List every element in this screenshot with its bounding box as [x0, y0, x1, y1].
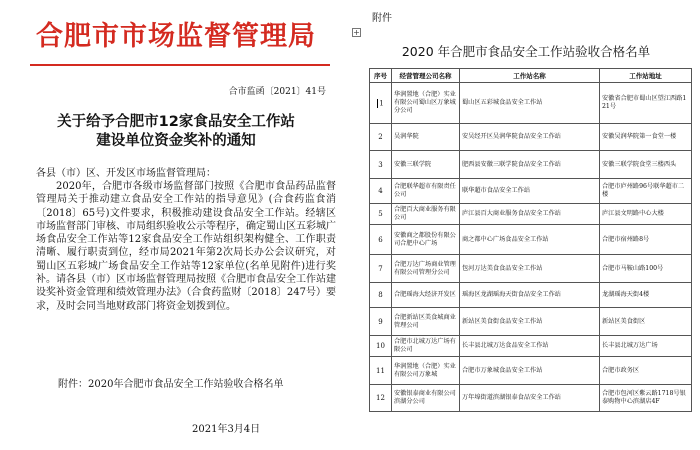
doc-date: 2021年3月4日 — [192, 424, 261, 435]
company-cell: 安徽银泰商业有限公司滨湖分公司 — [392, 385, 460, 412]
table-row — [370, 357, 692, 385]
doc-number: 合市监函〔2021〕41号 — [228, 87, 326, 97]
company-cell: 安徽三联学院 — [392, 151, 460, 179]
address-cell: 安徽吴润华院第一食堂一楼 — [600, 124, 692, 151]
address-cell: 新站区美食街区 — [600, 308, 692, 336]
station-cell: 万年埠街道滨湖银泰食品安全工作站 — [460, 385, 600, 412]
row-number-cell: 10 — [370, 336, 392, 357]
table-row — [370, 151, 692, 179]
table-row — [370, 283, 692, 308]
table-row — [370, 83, 692, 124]
company-cell: 合肥新站区美食城商业管理公司 — [392, 308, 460, 336]
row-number-cell: 7 — [370, 255, 392, 283]
station-cell: 长丰县北城万达食品安全工作站 — [460, 336, 600, 357]
table-row — [370, 255, 692, 283]
address-cell: 长丰县北城万达广场 — [600, 336, 692, 357]
org-header: 合肥市市场监督管理局 — [36, 21, 316, 52]
station-cell: 肥西县安徽三联学院食品安全工作站 — [460, 151, 600, 179]
row-number-cell: 3 — [370, 151, 392, 179]
row-number-cell: 11 — [370, 357, 392, 385]
station-cell: 包河万达美食食品安全工作站 — [460, 255, 600, 283]
station-cell: 合肥市万象城食品安全工作站 — [460, 357, 600, 385]
red-divider — [30, 64, 330, 66]
column-header: 工作站名称 — [460, 69, 600, 83]
column-header: 工作站地址 — [600, 69, 692, 83]
table-row — [370, 225, 692, 255]
station-cell: 商之都中心广场食品安全工作站 — [460, 225, 600, 255]
row-number-cell: 8 — [370, 283, 392, 308]
address-cell: 庐江县文明路中心大楼 — [600, 204, 692, 225]
body-paragraph: 2020年，合肥市各级市场监督部门按照《合肥市食品药品监督管理局关于推动建立食品安全工作站的指导意见》(合食药监食消〔2018〕65号)文件要求，积极推动建设食品安全工作站。经辖区市场监督部门审核、市局组织验收公示等程序，确定蜀山区五彩城广场食品安全工作站等12家食品安全工作站组织架构健全、工作职责清晰、履行职责到位，经市局2021年第2次局长办公会议研究，对蜀山区五彩城广场食品安全工作站等12家单位(名单见附件)进行奖补。请各县（市）区市场监督管理局按照《合肥市食品安全工作站建设奖补资金管理和绩效管理办法》（合食药监财〔2018〕247号）要求，及时会同当地财政部门将资金划拨到位。 — [36, 181, 336, 312]
address-cell: 合肥市马鞍山路100号 — [600, 255, 692, 283]
address-cell: 合肥市宿州路8号 — [600, 225, 692, 255]
station-cell: 瑶海区龙湖瑶海天街食品安全工作站 — [460, 283, 600, 308]
table-header-row — [370, 69, 692, 83]
company-cell: 合肥市北城万达广场有限公司 — [392, 336, 460, 357]
table-row — [370, 124, 692, 151]
station-cell: 庐江县百大商业服务食品安全工作站 — [460, 204, 600, 225]
list-title: 2020 年合肥市食品安全工作站验收合格名单 — [401, 44, 651, 59]
address-cell: 龙湖瑶海天街4楼 — [600, 283, 692, 308]
doc-title-line2: 建设单位资金奖补的通知 — [96, 133, 256, 149]
qualified-list-table — [369, 68, 692, 412]
station-cell: 联华超市食品安全工作站 — [460, 179, 600, 204]
company-cell: 华润置地（合肥）实业有限公司蜀山区万象城分公司 — [392, 83, 460, 124]
doc-title — [0, 113, 352, 151]
station-cell: 新站区美食街食品安全工作站 — [460, 308, 600, 336]
company-cell: 安徽商之都股份有限公司合肥中心广场 — [392, 225, 460, 255]
addressee: 各县（市）区、开发区市场监督管理局： — [36, 168, 216, 179]
row-number-cell: 5 — [370, 204, 392, 225]
company-cell: 合肥联华超市有限责任公司 — [392, 179, 460, 204]
company-cell: 合肥万达广场商业管理有限公司管理分公司 — [392, 255, 460, 283]
company-cell: 合肥瑶海大经济开发区 — [392, 283, 460, 308]
company-cell: 合肥百大商业服务有限公司 — [392, 204, 460, 225]
column-header: 序号 — [370, 69, 392, 83]
address-cell: 安徽省合肥市蜀山区望江西路121号 — [600, 83, 692, 124]
company-cell: 吴润华院 — [392, 124, 460, 151]
row-number-cell: 4 — [370, 179, 392, 204]
row-number-cell: 12 — [370, 385, 392, 412]
address-cell: 合肥市政务区 — [600, 357, 692, 385]
table-move-handle-icon[interactable]: + — [353, 28, 360, 37]
station-cell: 蜀山区五彩城食品安全工作站 — [460, 83, 600, 124]
table-row — [370, 204, 692, 225]
row-number-cell: 9 — [370, 308, 392, 336]
attachment-label: 附件 — [372, 13, 392, 24]
table-row — [370, 336, 692, 357]
row-number: 1 — [379, 99, 384, 107]
address-cell: 安徽三联学院食堂三楼西头 — [600, 151, 692, 179]
attachment-page — [352, 0, 700, 450]
table-row — [370, 385, 692, 412]
table-row — [370, 179, 692, 204]
row-number-cell: 2 — [370, 124, 392, 151]
row-number-cell: 6 — [370, 225, 392, 255]
doc-title-line1: 关于给予合肥市12家食品安全工作站 — [57, 114, 295, 130]
station-cell: 安吴经开区吴润华院食品安全工作站 — [460, 124, 600, 151]
column-header: 经营管理公司名称 — [392, 69, 460, 83]
table-row — [370, 308, 692, 336]
address-cell: 合肥市包河区紫云路1718号银泰购物中心滨湖店4F — [600, 385, 692, 412]
company-cell: 华润置地（合肥）实业有限公司万象城 — [392, 357, 460, 385]
row-number-cell[interactable] — [370, 83, 392, 124]
address-cell: 合肥市庐州路96号联华超市二楼 — [600, 179, 692, 204]
attachment-note: 附件：2020年合肥市食品安全工作站验收合格名单 — [58, 379, 284, 390]
